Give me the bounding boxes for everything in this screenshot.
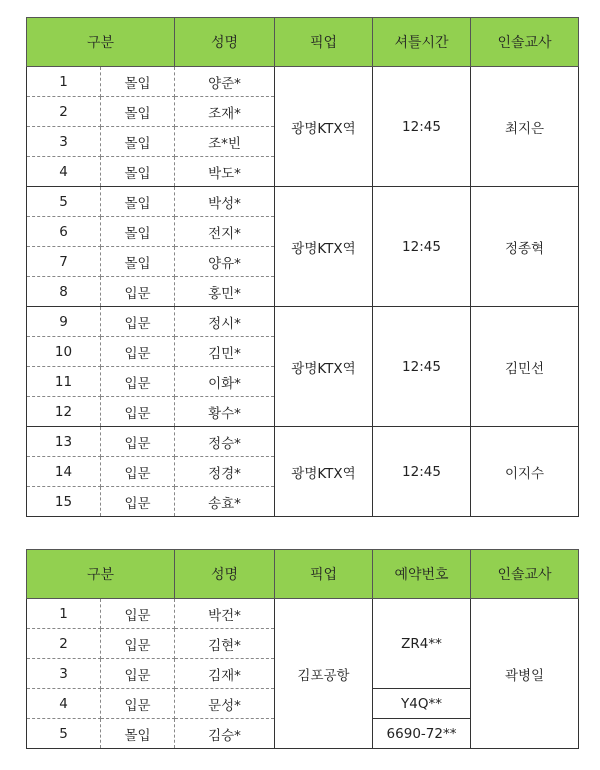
pickup-location: 광명KTX역 (275, 187, 373, 307)
reservation-number: Y4Q** (373, 689, 471, 719)
pickup-location: 광명KTX역 (275, 307, 373, 427)
row-number: 8 (27, 277, 101, 307)
row-type: 입문 (101, 599, 175, 629)
row-student-name: 박건* (175, 599, 275, 629)
header-reservation-number: 예약번호 (373, 550, 471, 599)
table-header-row (27, 18, 579, 67)
row-type: 입문 (101, 367, 175, 397)
row-student-name: 전지* (175, 217, 275, 247)
row-number: 7 (27, 247, 101, 277)
teacher-name: 김민선 (471, 307, 579, 427)
row-type: 입문 (101, 629, 175, 659)
table-row (27, 307, 579, 337)
row-type: 몰입 (101, 719, 175, 749)
row-number: 4 (27, 157, 101, 187)
row-student-name: 양준* (175, 67, 275, 97)
row-student-name: 정시* (175, 307, 275, 337)
header-category: 구분 (27, 18, 175, 67)
row-student-name: 송효* (175, 487, 275, 517)
row-type: 입문 (101, 307, 175, 337)
header-shuttle-time: 셔틀시간 (373, 18, 471, 67)
pickup-location: 김포공항 (275, 599, 373, 749)
row-type: 입문 (101, 337, 175, 367)
header-teacher: 인솔교사 (471, 18, 579, 67)
teacher-name: 곽병일 (471, 599, 579, 749)
header-teacher: 인솔교사 (471, 550, 579, 599)
row-type: 몰입 (101, 127, 175, 157)
row-type: 몰입 (101, 187, 175, 217)
row-type: 몰입 (101, 247, 175, 277)
teacher-name: 최지은 (471, 67, 579, 187)
shuttle-time: 12:45 (373, 307, 471, 427)
row-student-name: 정승* (175, 427, 275, 457)
row-number: 10 (27, 337, 101, 367)
table-row (27, 67, 579, 97)
row-student-name: 김승* (175, 719, 275, 749)
shuttle-table-gimpo (26, 549, 579, 749)
row-student-name: 정경* (175, 457, 275, 487)
row-number: 2 (27, 629, 101, 659)
row-student-name: 양유* (175, 247, 275, 277)
row-number: 9 (27, 307, 101, 337)
row-number: 1 (27, 599, 101, 629)
row-number: 13 (27, 427, 101, 457)
row-student-name: 황수* (175, 397, 275, 427)
pickup-location: 광명KTX역 (275, 427, 373, 517)
row-student-name: 박성* (175, 187, 275, 217)
row-number: 3 (27, 127, 101, 157)
row-type: 몰입 (101, 157, 175, 187)
row-number: 15 (27, 487, 101, 517)
reservation-number: 6690-72** (373, 719, 471, 749)
row-student-name: 문성* (175, 689, 275, 719)
row-type: 입문 (101, 487, 175, 517)
row-type: 입문 (101, 457, 175, 487)
row-type: 몰입 (101, 217, 175, 247)
row-number: 5 (27, 719, 101, 749)
row-student-name: 조*빈 (175, 127, 275, 157)
row-student-name: 김민* (175, 337, 275, 367)
row-number: 3 (27, 659, 101, 689)
pickup-location: 광명KTX역 (275, 67, 373, 187)
table-row (27, 599, 579, 629)
row-number: 2 (27, 97, 101, 127)
row-student-name: 이화* (175, 367, 275, 397)
header-name: 성명 (175, 18, 275, 67)
row-type: 입문 (101, 659, 175, 689)
row-number: 14 (27, 457, 101, 487)
header-name: 성명 (175, 550, 275, 599)
row-number: 6 (27, 217, 101, 247)
row-student-name: 김현* (175, 629, 275, 659)
row-number: 11 (27, 367, 101, 397)
row-type: 몰입 (101, 67, 175, 97)
row-number: 4 (27, 689, 101, 719)
row-number: 5 (27, 187, 101, 217)
table-row (27, 427, 579, 457)
shuttle-time: 12:45 (373, 427, 471, 517)
row-type: 입문 (101, 427, 175, 457)
row-type: 입문 (101, 397, 175, 427)
header-category: 구분 (27, 550, 175, 599)
row-type: 입문 (101, 277, 175, 307)
row-type: 몰입 (101, 97, 175, 127)
reservation-number: ZR4** (373, 599, 471, 689)
row-student-name: 박도* (175, 157, 275, 187)
teacher-name: 정종혁 (471, 187, 579, 307)
row-student-name: 홍민* (175, 277, 275, 307)
table-header-row (27, 550, 579, 599)
row-student-name: 조재* (175, 97, 275, 127)
header-pickup: 픽업 (275, 550, 373, 599)
table-row (27, 187, 579, 217)
row-number: 12 (27, 397, 101, 427)
row-type: 입문 (101, 689, 175, 719)
shuttle-table-ktx (26, 17, 579, 517)
shuttle-time: 12:45 (373, 67, 471, 187)
header-pickup: 픽업 (275, 18, 373, 67)
row-student-name: 김재* (175, 659, 275, 689)
shuttle-time: 12:45 (373, 187, 471, 307)
teacher-name: 이지수 (471, 427, 579, 517)
row-number: 1 (27, 67, 101, 97)
